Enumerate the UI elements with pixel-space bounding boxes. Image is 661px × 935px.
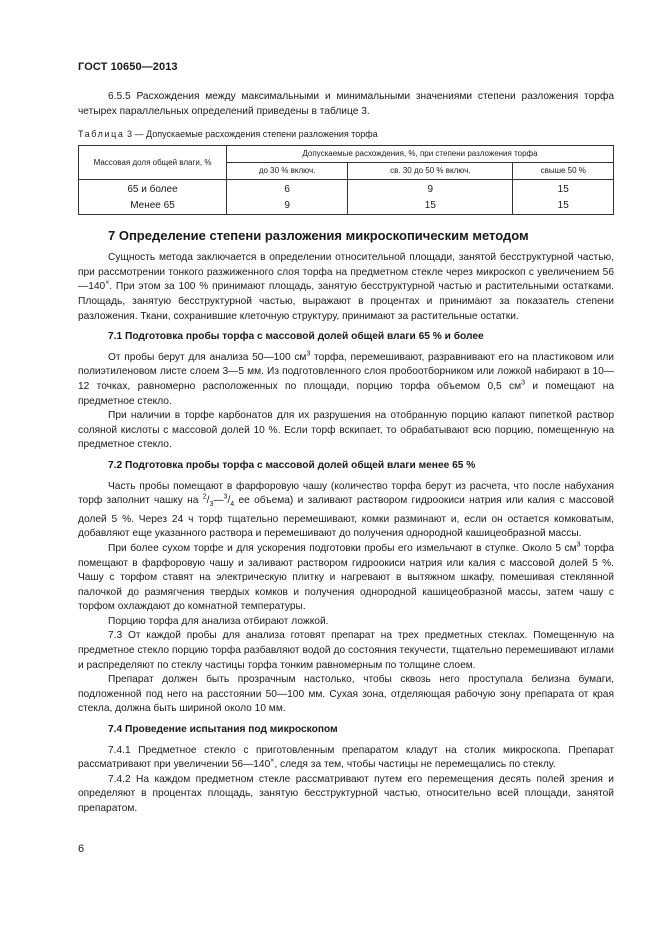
table-caption (78, 128, 614, 140)
cell-value: 15 (513, 197, 614, 215)
table-3 (78, 145, 614, 215)
section-7-4-heading: 7.4 Проведение испытания под микроскопом (108, 724, 338, 736)
cell-value: 9 (348, 180, 513, 198)
section-7-heading: 7 Определение степени разложения микроскопическим методом (108, 228, 529, 244)
page-number: 6 (78, 843, 85, 855)
column-header-moisture: Массовая доля общей влаги, % (79, 146, 227, 180)
table-caption-text: 3 — Допускаемые расхождения степени разложения торфа (124, 129, 378, 140)
section-7-1-paragraph-2: При наличии в торфе карбонатов для их разрушения на отобранную порцию капают пипеткой раствор соляной кислоты с массовой долей 10 %. Если торф вскипает, то обрабатывают всю порцию, помещенную на предметное стекло. (78, 410, 614, 451)
section-7-4-2-paragraph: 7.4.2 На каждом предметном стекле рассматривают путем его перемещения десять полей зрения и определяют в процентах площадь, занятую бесструктурной частью, относительно всей площади, занятой препаратом. (78, 773, 614, 814)
table-row (79, 197, 614, 215)
table-caption-label: Таблица (78, 129, 125, 140)
section-7-3-paragraph-2: Препарат должен быть прозрачным настолько, чтобы сквозь него проступала белизна бумаги, подложенной под него на расстоянии 50—100 мм. Сухая зона, отделяющая рабочую зону препарата от края стекла, должна быть шириной около 10 мм. (78, 674, 614, 715)
section-7-2-paragraph-2: При более сухом торфе и для ускорения подготовки пробы его измельчают в ступке. Около 5 $см^3$ торфа помещают в фарфоровую чашу и заливают раствором гидроокиси натрия или калия с массовой долей 5 %. Чашу с торфом ставят на электрическую плитку и нагревают в вытяжном шкафу, помешивая стеклянной палочкой до размягчения твердых комков и получения однородной кашицеобразной массы, затем чашу с торфом охлаждают до комнатной температуры. (78, 541, 614, 613)
cell-value: 9 (227, 197, 348, 215)
table-row (79, 180, 614, 198)
section-7-1-paragraph-1: От пробы берут для анализа 50—100 $см^3$ торфа, перемешивают, разравнивают его на пластиковом или полиэтиленовом листе слоем 3—5 мм. Из подготовленного слоя пробоотборником или ложкой набирают в 10—12 точках, равномерно расположенных по площади, порцию торфа объемом 0,5 $см^3$ и помещают на предметное стекло. (78, 350, 614, 407)
document-header: ГОСТ 10650—2013 (78, 61, 178, 73)
subheader-up-to-30: до 30 % включ. (227, 163, 348, 180)
cell-moisture: Менее 65 (79, 197, 227, 215)
section-7-2-heading: 7.2 Подготовка пробы торфа с массовой долей общей влаги менее 65 % (108, 459, 476, 471)
page-content (78, 90, 614, 817)
section-7-3-paragraph-1: 7.3 От каждой пробы для анализа готовят препарат на трех предметных стеклах. Помещенную на предметное стекло порцию торфа разбавляют водой до состояния текучести, тщательно перемешивают иглами и распределяют по стеклу частицы торфа тонким равномерным по толщине слоем. (78, 630, 614, 671)
cell-value: 15 (513, 180, 614, 198)
section-7-2-paragraph-1: Часть пробы помещают в фарфоровую чашу (количество торфа берут из расчета, что после набухания торф заполнит чашку на $^2/_3—^3/_4$ ее объема) и заливают раствором гидроокиси натрия или калия с массовой долей 5 %. Через 24 ч торф тщательно перемешивают, комки разминают и, если он остается комковатым, добавляют еще указанного раствора и перемешивают до получения однородной кашицеобразной массы. (78, 480, 614, 540)
subheader-over-50: свыше 50 % (513, 163, 614, 180)
section-7-4-1-paragraph: 7.4.1 Предметное стекло с приготовленным препаратом кладут на столик микроскопа. Препарат рассматривают при увеличении 56—140×, следя за тем, чтобы частицы не перемещались по стеклу. (78, 744, 614, 771)
cell-value: 6 (227, 180, 348, 198)
subheader-30-to-50: св. 30 до 50 % включ. (348, 163, 513, 180)
paragraph-6-5-5: 6.5.5 Расхождения между максимальными и минимальными значениями степени разложения торфа четырех параллельных определений приведены в таблице 3. (78, 91, 614, 117)
section-7-intro: Сущность метода заключается в определении относительной площади, занятой бесструктурной частью, при рассмотрении тонкого разжиженного слоя торфа на предметном стекле через микроскоп с увеличением 56—140×. При этом за 100 % принимают площадь, занятую бесструктурной частью и растительными остатками. Площадь, занятую бесструктурной частью, выражают в процентах и принимают за показатель степени разложения. Ткани, сохранившие клеточную структуру, принимают за растительные остатки. (78, 252, 614, 322)
cell-value: 15 (348, 197, 513, 215)
column-group-header: Допускаемые расхождения, %, при степени разложения торфа (227, 146, 614, 163)
section-7-2-paragraph-3: Порцию торфа для анализа отбирают ложкой. (108, 615, 329, 627)
section-7-1-heading: 7.1 Подготовка пробы торфа с массовой долей общей влаги 65 % и более (108, 331, 484, 343)
cell-moisture: 65 и более (79, 180, 227, 198)
